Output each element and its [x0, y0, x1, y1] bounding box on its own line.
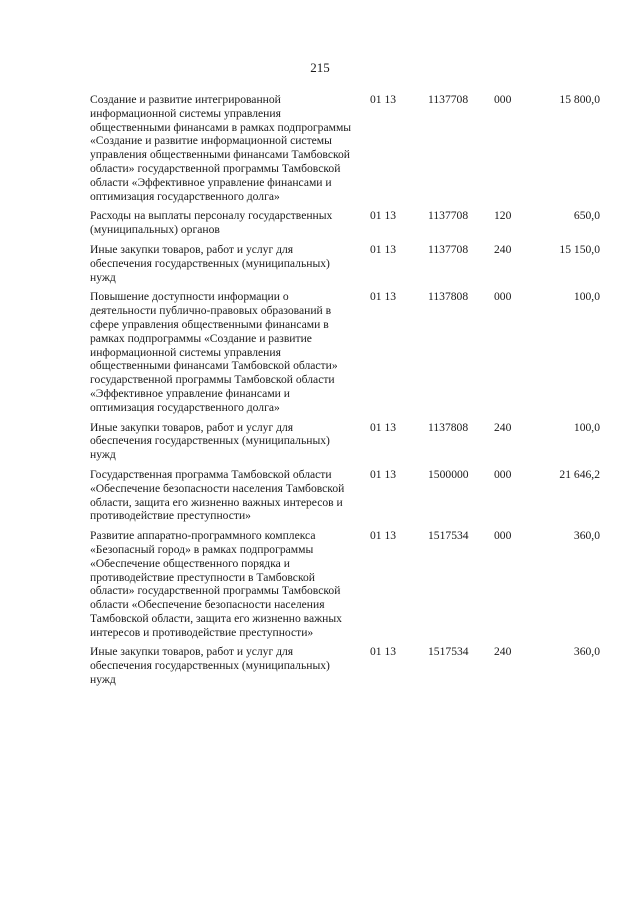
- row-section-code: 01 13: [370, 93, 397, 106]
- row-target-code: 1500000: [428, 467, 469, 481]
- row-amount: 21 646,2: [559, 467, 600, 481]
- row-expense-type: 000: [494, 93, 512, 106]
- row-target-code: 1137708: [428, 93, 469, 106]
- row-expense-type: 120: [494, 209, 512, 223]
- row-target-code: 1517534: [428, 529, 469, 543]
- row-amount: 650,0: [573, 209, 600, 223]
- row-expense-type: 000: [494, 467, 512, 481]
- row-section-code: 01 13: [370, 645, 397, 659]
- row-amount: 360,0: [573, 645, 600, 659]
- table-row: [90, 468, 600, 523]
- row-amount: 360,0: [573, 529, 600, 543]
- row-amount: 100,0: [573, 290, 600, 304]
- row-expense-type: 240: [494, 420, 512, 434]
- table-row: [90, 421, 600, 462]
- row-section-code: 01 13: [370, 209, 397, 223]
- row-description: Создание и развитие интегрированной информационной системы управления общественными финансами в рамках подпрограммы «Создание и развитие информационной системы управления общественными финансами Тамбовской области» государственной программы Тамбовской области «Эффективное управление финансами и оптимизация государственного долга»: [90, 93, 352, 203]
- row-amount: 100,0: [573, 420, 600, 434]
- table-row: [90, 529, 600, 639]
- row-target-code: 1137708: [428, 209, 469, 223]
- row-target-code: 1517534: [428, 645, 469, 659]
- row-description: Иные закупки товаров, работ и услуг для обеспечения государственных (муниципальных) нужд: [90, 645, 330, 687]
- row-section-code: 01 13: [370, 242, 397, 256]
- row-description: Развитие аппаратно-программного комплекса «Безопасный город» в рамках подпрограммы «Обеспечение общественного порядка и противодействие преступности в Тамбовской области» государственной программы Тамбовской области «Обеспечение безопасности населения Тамбовской области, защита его жизненно важных интересов и противодействие преступности»: [90, 529, 342, 639]
- row-description: Расходы на выплаты персоналу государственных (муниципальных) органов: [90, 209, 333, 237]
- row-section-code: 01 13: [370, 290, 397, 304]
- row-target-code: 1137708: [428, 242, 469, 256]
- table-row: [90, 243, 600, 284]
- row-expense-type: 000: [494, 529, 512, 543]
- table-row: [90, 290, 600, 414]
- row-amount: 15 150,0: [559, 242, 600, 256]
- row-target-code: 1137808: [428, 290, 469, 304]
- row-description: Иные закупки товаров, работ и услуг для обеспечения государственных (муниципальных) нужд: [90, 420, 330, 462]
- row-description: Иные закупки товаров, работ и услуг для обеспечения государственных (муниципальных) нужд: [90, 242, 330, 284]
- row-expense-type: 240: [494, 242, 512, 256]
- row-section-code: 01 13: [370, 467, 397, 481]
- row-description: Государственная программа Тамбовской области «Обеспечение безопасности населения Тамбовской области, защита его жизненно важных интересов и противодействие преступности»: [90, 467, 345, 523]
- row-amount: 15 800,0: [559, 93, 600, 106]
- row-expense-type: 000: [494, 290, 512, 304]
- row-section-code: 01 13: [370, 529, 397, 543]
- table-row: [90, 209, 600, 237]
- row-target-code: 1137808: [428, 420, 469, 434]
- budget-table: [90, 93, 600, 693]
- page-number: 215: [310, 60, 330, 75]
- table-row: [90, 93, 600, 203]
- table-row: [90, 645, 600, 686]
- row-description: Повышение доступности информации о деятельности публично-правовых образований в сфере управления общественными финансами в рамках подпрограммы «Создание и развитие информационной системы управления общественными финансами Тамбовской области» государственной программы Тамбовской области «Эффективное управление финансами и оптимизация государственного долга»: [90, 290, 338, 414]
- row-section-code: 01 13: [370, 420, 397, 434]
- row-expense-type: 240: [494, 645, 512, 659]
